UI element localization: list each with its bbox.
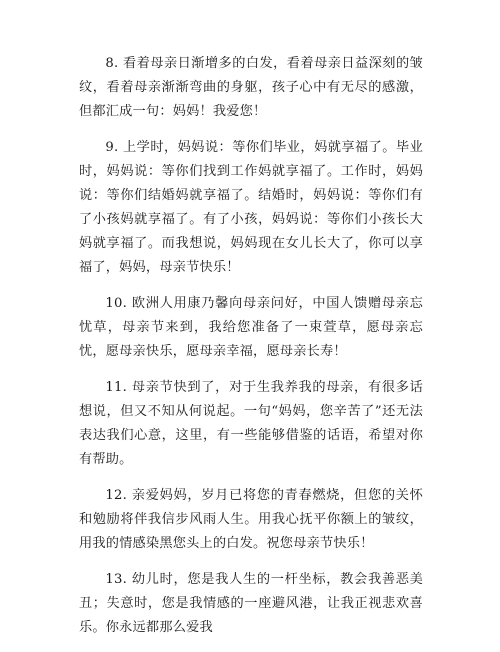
paragraph-12: 12. 亲爱妈妈，岁月已将您的青春燃烧，但您的关怀和勉励将伴我信步风雨人生。用我心抚平你额上的皱纹，用我的情感染黑您头上的白发。祝您母亲节快乐！ (79, 488, 423, 551)
paragraph-11: 11. 母亲节快到了，对于生我养我的母亲，有很多话想说，但又不知从何说起。一句“妈妈，您辛苦了”还无法表达我们心意，这里，有一些能够借鉴的话语，希望对你有帮助。 (79, 380, 423, 467)
paragraph-9: 9. 上学时，妈妈说：等你们毕业，妈就享福了。毕业时，妈妈说：等你们找到工作妈就享福了。工作时，妈妈说：等你们结婚妈就享福了。结婚时，妈妈说：等你们有了小孩妈就享福了。有了小孩，妈妈说：等你们小孩长大妈就享福了。而我想说，妈妈现在女儿长大了，你可以享福了，妈妈，母亲节快乐！ (79, 140, 423, 275)
paragraph-10: 10. 欧洲人用康乃馨向母亲问好，中国人馈赠母亲忘忧草，母亲节来到，我给您准备了一束萱草，愿母亲忘忧，愿母亲快乐，愿母亲幸福，愿母亲长寿！ (79, 296, 423, 359)
paragraph-13: 13. 幼儿时，您是我人生的一杆坐标，教会我善恶美丑；失意时，您是我情感的一座避风港，让我正视悲欢喜乐。你永远都那么爱我 (79, 572, 423, 635)
paragraph-8: 8. 看着母亲日渐增多的白发，看着母亲日益深刻的皱纹，看着母亲渐渐弯曲的身躯，孩子心中有无尽的感激，但都汇成一句：妈妈！我爱您！ (79, 56, 423, 119)
document-body (79, 52, 423, 652)
